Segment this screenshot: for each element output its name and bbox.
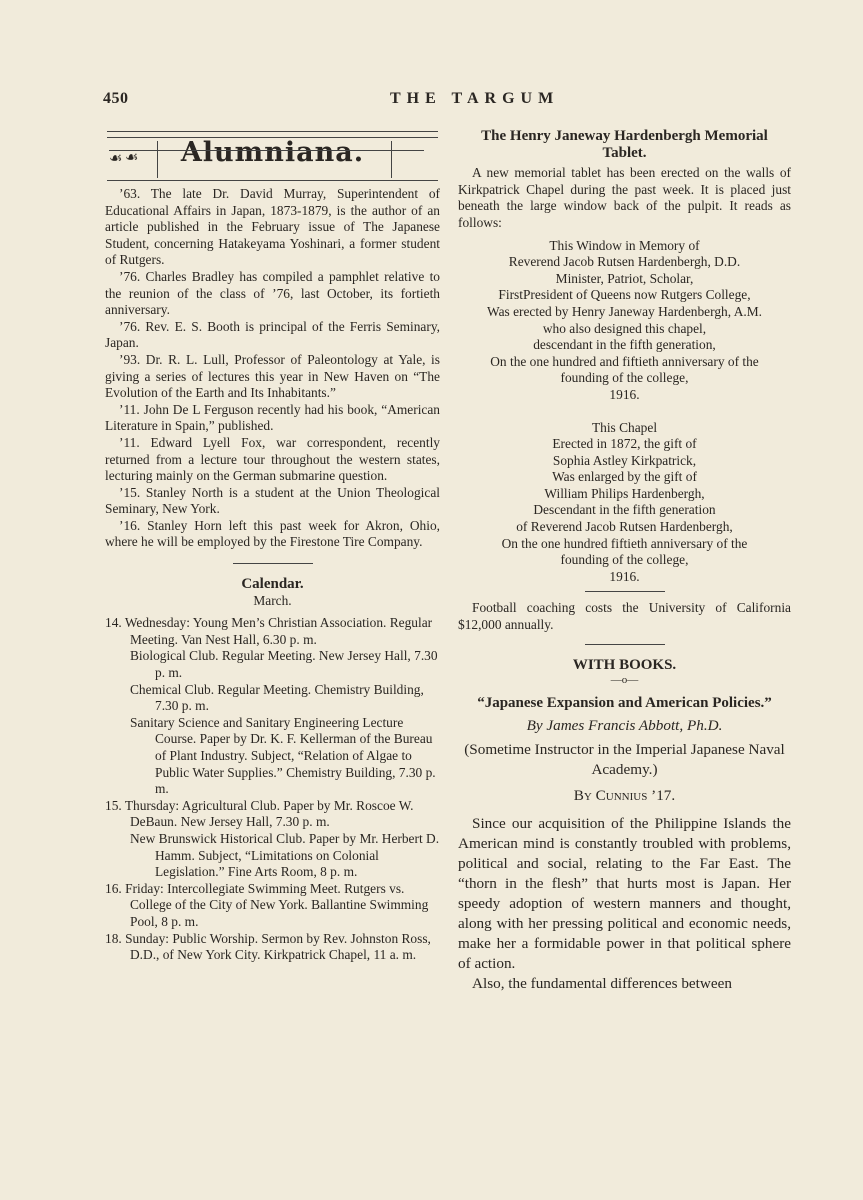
reviewer-byline: By Cunnius ’17. [573,787,676,805]
inscription-line: descendant in the fifth generation, [533,337,716,353]
calendar-title: Calendar. [241,576,304,593]
inscription-line: On the one hundred and fiftieth anniversary of the [490,353,759,369]
alumniana-list [105,186,440,551]
inscription-line: This Window in Memory of [549,237,700,253]
book-author: By James Francis Abbott, Ph.D. [526,716,723,734]
right-column [458,128,791,994]
alumni-note: ’63. The late Dr. David Murray, Superintendent of Educational Affairs in Japan, 1873-1879, is the author of an article published in the February issue of The Japanese Student, concerning Hatakeyama Yoshinari, a former student of Rutgers. [105,186,440,268]
calendar-entry: 15. Thursday: Agricultural Club. Paper by Mr. Roscoe W. DeBaun. New Jersey Hall, 7.30 p. m. [105,797,414,830]
alumniana-masthead [105,128,440,186]
tablet-title: The Henry Janeway Hardenbergh Memorial Tablet. [481,128,768,161]
calendar-subentry: Chemical Club. Regular Meeting. Chemistry Building, 7.30 p. m. [130,681,424,714]
alumni-note: ’76. Charles Bradley has compiled a pamphlet relative to the reunion of the class of ’76, last October, its fortieth anniversary. [105,268,440,318]
inscription-chapel [458,420,791,586]
left-column [105,128,440,964]
tablet-intro: A new memorial tablet has been erected on the walls of Kirkpatrick Chapel during the past week. It is placed just beneath the large window back of the pulpit. It reads as follows: [458,165,791,230]
alumni-note: ’11. Edward Lyell Fox, war correspondent, recently returned from a lecture tour throughout the western states, lecturing mainly on the German submarine question. [105,434,440,484]
inscription-line: founding of the college, [560,552,689,568]
calendar-month: March. [253,592,292,608]
running-title: THE TARGUM [390,90,560,107]
inscription-line: Was enlarged by the gift of [552,469,697,485]
alumni-note: ’15. Stanley North is a student at the Union Theological Seminary, New York. [105,484,440,517]
calendar-subentry: Sanitary Science and Sanitary Engineering Lecture Course. Paper by Dr. K. F. Kellerman of the Bureau of Plant Industry. Subject, “Relation of Algae to Public Water Supplies.” Chemistry Building, 7.30 p. m. [130,714,436,797]
fleuron-left-icon: ☙ [125,150,139,166]
alumni-note: ’93. Dr. R. L. Lull, Professor of Paleontology at Yale, is giving a series of lectures this year in New Haven on “The Evolution of the Earth and Its Inhabitants.” [105,351,440,401]
calendar-entry: 16. Friday: Intercollegiate Swimming Meet. Rutgers vs. College of the City of New York. Ballantine Swimming Pool, 8 p. m. [105,880,429,929]
inscription-line: founding of the college, [560,370,689,386]
calendar-subentry: Biological Club. Regular Meeting. New Jersey Hall, 7.30 p. m. [130,648,438,681]
calendar-list [105,615,440,963]
calendar-entry: 18. Sunday: Public Worship. Sermon by Rev. Johnston Ross, D.D., of New York City. Kirkpatrick Chapel, 11 a. m. [105,930,431,963]
fleuron-right-icon: ☙ [109,150,424,168]
inscription-line: Descendant in the fifth generation [533,502,716,518]
inscription-line: Erected in 1872, the gift of [552,436,697,452]
inscription-line: of Reverend Jacob Rutsen Hardenbergh, [516,519,733,535]
author-note: (Sometime Instructor in the Imperial Japanese Naval Academy.) [464,741,785,779]
calendar-entry: 14. Wednesday: Young Men’s Christian Association. Regular Meeting. Van Nest Hall, 6.30 p. m. [105,615,433,647]
books-section-title: WITH BOOKS. [572,656,677,673]
inscription-line: 1916. [609,568,640,584]
page-number: 450 [103,90,129,107]
inscription-line: This Chapel [591,419,658,435]
inscription-line: Sophia Astley Kirkpatrick, [552,452,697,468]
alumniana-title: Alumniana. [180,137,365,168]
inscription-line: who also designed this chapel, [542,320,707,336]
review-paragraph: Also, the fundamental differences between [472,975,732,993]
books-divider: —o— [610,674,639,687]
calendar-subentry: New Brunswick Historical Club. Paper by Mr. Herbert D. Hamm. Subject, “Limitations on Colonial Legislation.” Fine Arts Room, 8 p. m. [130,830,440,880]
inscription-line: 1916. [609,386,640,402]
alumni-note: ’11. John De L Ferguson recently had his book, “American Literature in Spain,” published. [105,401,440,434]
inscription-line: William Philips Hardenbergh, [544,485,705,501]
inscription-line: FirstPresident of Queens now Rutgers College, [498,287,751,303]
alumni-note: ’76. Rev. E. S. Booth is principal of the Ferris Seminary, Japan. [105,318,440,351]
inscription-line: On the one hundred fiftieth anniversary of the [501,535,748,551]
inscription-window [458,238,791,404]
inscription-line: Was erected by Henry Janeway Hardenbergh, A.M. [487,303,762,319]
football-note: Football coaching costs the University of California $12,000 annually. [458,600,791,633]
inscription-line: Minister, Patriot, Scholar, [555,270,694,286]
inscription-line: Reverend Jacob Rutsen Hardenbergh, D.D. [508,254,741,270]
review-paragraph: Since our acquisition of the Philippine Islands the American mind is constantly troubled with problems, political and social, relating to the Far East. The “thorn in the flesh” that hurts most is Japan. Her speedy adoption of western manners and thought, along with her pressing political and economic needs, make her a formidable power in that political sphere of action. [458,815,791,973]
alumni-note: ’16. Stanley Horn left this past week for Akron, Ohio, where he will be employed by the Firestone Tire Company. [105,517,440,550]
book-title: “Japanese Expansion and American Policies.” [477,695,772,712]
